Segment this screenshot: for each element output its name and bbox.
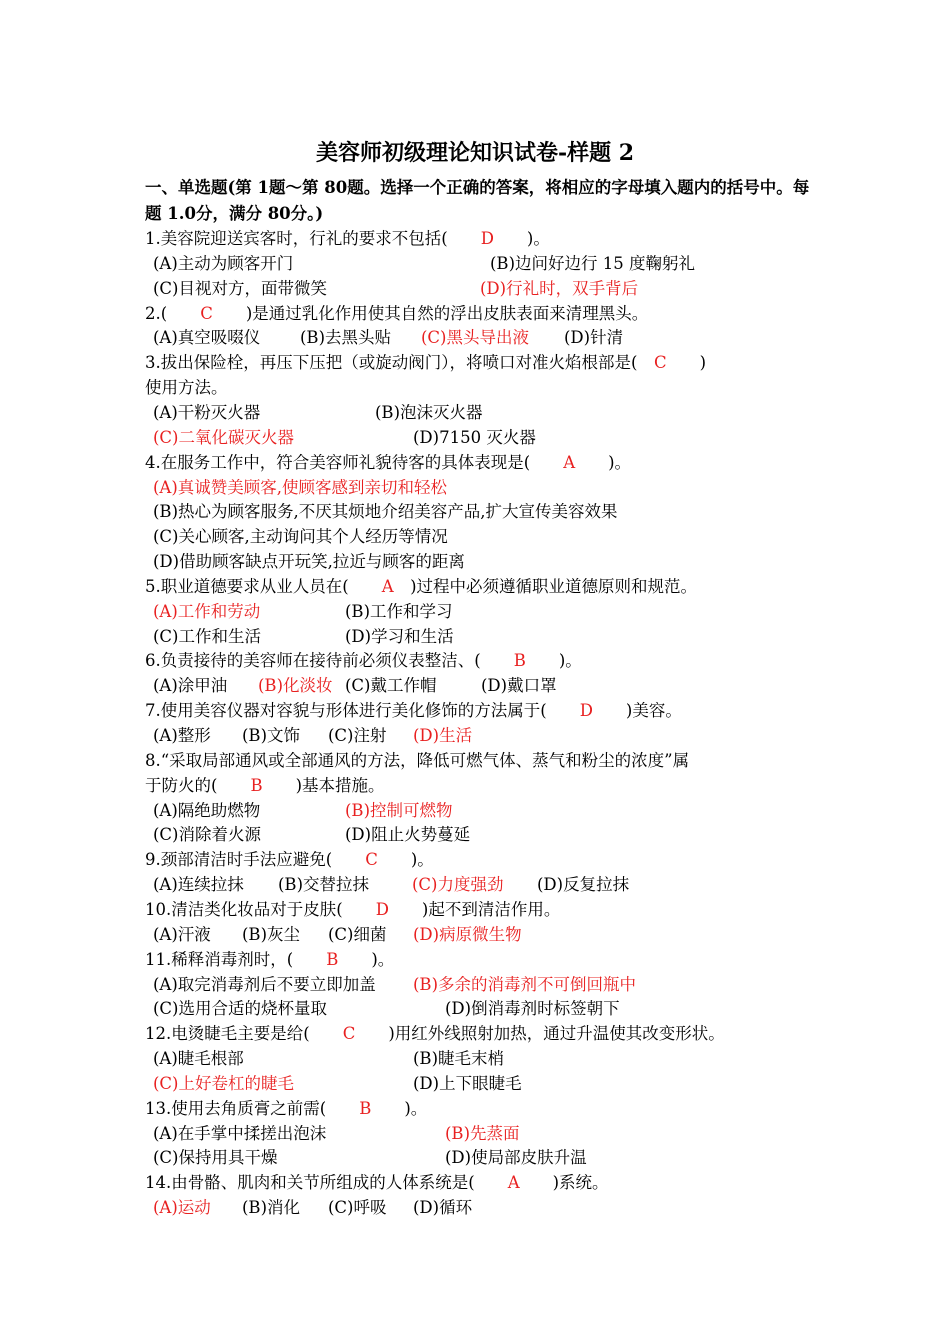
option: (A)汗液: [153, 924, 211, 944]
option-line: [145, 400, 825, 425]
option: (C)目视对方，面带微笑: [153, 278, 327, 298]
answer-letter: D: [375, 899, 389, 919]
option-line: [145, 624, 825, 649]
correct-option: (A)工作和劳动: [153, 601, 261, 621]
option: (D)戴口罩: [481, 676, 557, 696]
option: (D)阻止火势蔓延: [345, 825, 471, 845]
option: (B)工作和学习: [345, 601, 453, 621]
answer-letter: A: [563, 452, 576, 472]
option-line: [145, 251, 825, 276]
option-line: [145, 475, 825, 500]
question-text: )美容。: [592, 701, 682, 721]
question-line: [145, 1170, 609, 1195]
question-line: [145, 847, 434, 872]
exam-title: 美容师初级理论知识试卷-样题 2: [315, 140, 635, 166]
option: (D)借助顾客缺点开玩笑,拉近与顾客的距离: [153, 552, 465, 572]
answer-letter: C: [365, 850, 378, 870]
answer-letter: A: [507, 1173, 520, 1193]
question-text: 5.职业道德要求从业人员在(: [145, 576, 382, 596]
option: (B)热心为顾客服务,不厌其烦地介绍美容产品,扩大宣传美容效果: [153, 502, 618, 522]
question-line: [145, 574, 697, 599]
option: (A)整形: [153, 726, 211, 745]
option: (D)循环: [413, 1198, 473, 1218]
option-line: [145, 1121, 825, 1146]
option: (C)消除着火源: [153, 825, 261, 845]
correct-option: (C)力度强劲: [412, 875, 504, 895]
question-text: )。: [525, 651, 582, 671]
correct-option: (A)真诚赞美顾客,使顾客感到亲切和轻松: [153, 477, 448, 497]
question-text: )是通过乳化作用使其自然的浮出皮肤表面来清理黑头。: [212, 303, 649, 323]
question-line: [145, 648, 582, 673]
option-line: [145, 1071, 825, 1096]
answer-letter: B: [250, 775, 263, 795]
question-line: [145, 1096, 427, 1121]
option-line: [145, 798, 825, 823]
option-line: [145, 1195, 825, 1220]
option: (A)干粉灭火器: [153, 402, 261, 422]
option-line: [145, 872, 825, 897]
question-text: 9.颈部清洁时手法应避免(: [145, 850, 366, 870]
question-line: [145, 350, 706, 375]
option-line: [145, 499, 825, 524]
answer-letter: B: [326, 949, 339, 969]
question-line: [145, 450, 631, 475]
answer-letter: A: [381, 576, 394, 596]
correct-option: (D)病原微生物: [413, 924, 522, 944]
option: (A)在手掌中揉搓出泡沫: [153, 1123, 327, 1143]
answer-letter: C: [200, 303, 213, 323]
question-line: [145, 375, 228, 400]
question-line: [145, 698, 682, 723]
answer-letter: D: [579, 701, 593, 721]
option: (A)真空吸啜仪: [153, 328, 261, 348]
question-text: )。: [575, 452, 632, 472]
question-text: )系统。: [519, 1173, 609, 1193]
question-text: )。: [338, 949, 395, 969]
option-line: [145, 1046, 825, 1071]
question-text: 8.“采取局部通风或全部通风的方法，降低可燃气体、蒸气和粉尘的浓度”属: [145, 750, 690, 770]
correct-option: (D)生活: [413, 726, 473, 745]
option-line: [145, 972, 825, 997]
question-text: 12.电烫睫毛主要是给(: [145, 1024, 343, 1044]
question-line: [145, 301, 648, 326]
question-line: [145, 226, 550, 251]
option: (B)泡沫灭火器: [375, 402, 483, 422]
correct-option: (C)二氧化碳灭火器: [153, 427, 294, 447]
question-text: ): [666, 353, 706, 373]
correct-option: (C)上好卷杠的睫毛: [153, 1073, 294, 1093]
option: (B)灰尘: [242, 924, 300, 944]
option: (D)学习和生活: [345, 626, 454, 646]
option-line: [145, 325, 825, 350]
option: (C)注射: [328, 726, 387, 745]
option: (B)去黑头贴: [300, 328, 391, 348]
option-line: [145, 599, 825, 624]
question-text: )。: [493, 229, 550, 248]
option: (C)呼吸: [328, 1198, 387, 1218]
question-text: 使用方法。: [145, 378, 228, 398]
question-text: )起不到清洁作用。: [388, 899, 561, 919]
question-text: 3.拔出保险栓，再压下压把（或旋动阀门），将喷口对准火焰根部是(: [145, 353, 654, 373]
question-text: )过程中必须遵循职业道德原则和规范。: [393, 576, 698, 596]
question-text: 7.使用美容仪器对容貌与形体进行美化修饰的方法属于(: [145, 701, 580, 721]
option: (B)睫毛末梢: [413, 1049, 504, 1069]
option-line: [145, 1145, 825, 1170]
option-line: [145, 425, 825, 450]
option: (B)边问好边行 15 度鞠躬礼: [490, 253, 695, 273]
question-text: 4.在服务工作中，符合美容师礼貌待客的具体表现是(: [145, 452, 564, 472]
option-line: [145, 996, 825, 1021]
option: (A)涂甲油: [153, 676, 228, 696]
correct-option: (B)控制可燃物: [345, 800, 453, 820]
option-line: [145, 549, 825, 574]
correct-option: (D)行礼时，双手背后: [480, 278, 639, 298]
option: (A)睫毛根部: [153, 1049, 244, 1069]
correct-option: (B)先蒸面: [445, 1123, 520, 1143]
option: (C)选用合适的烧杯量取: [153, 999, 327, 1019]
correct-option: (A)运动: [153, 1198, 211, 1218]
option: (D)使局部皮肤升温: [445, 1148, 587, 1168]
option-line: [145, 673, 825, 698]
answer-letter: B: [513, 651, 526, 671]
answer-letter: C: [342, 1024, 356, 1044]
question-text: )基本措施。: [262, 775, 385, 795]
option: (A)取完消毒剂后不要立即加盖: [153, 974, 376, 994]
question-text: 2.(: [145, 303, 201, 323]
option: (B)消化: [242, 1198, 300, 1218]
option: (A)连续拉抹: [153, 875, 244, 895]
question-line: [145, 947, 394, 972]
question-line: [145, 773, 385, 798]
question-text: 14.由骨骼、肌肉和关节所组成的人体系统是(: [145, 1173, 508, 1193]
option-line: [145, 922, 825, 947]
question-text: )用红外线照射加热，通过升温使其改变形状。: [355, 1024, 725, 1044]
option: (D)上下眼睫毛: [413, 1073, 522, 1093]
option: (C)细菌: [328, 924, 387, 944]
question-text: 于防火的(: [145, 775, 251, 795]
option: (D)倒消毒剂时标签朝下: [445, 999, 620, 1019]
option: (B)交替拉抹: [278, 875, 369, 895]
option: (C)工作和生活: [153, 626, 261, 646]
option-line: [145, 822, 825, 847]
answer-letter: D: [480, 229, 494, 248]
question-text: 11.稀释消毒剂时，(: [145, 949, 327, 969]
question-line: [145, 748, 689, 773]
correct-option: (B)多余的消毒剂不可倒回瓶中: [413, 974, 636, 994]
question-text: 13.使用去角质膏之前需(: [145, 1098, 360, 1118]
answer-letter: B: [359, 1098, 372, 1118]
question-text: )。: [377, 850, 434, 870]
correct-option: (C)黑头导出液: [421, 328, 529, 348]
question-text: 6.负责接待的美容师在接待前必须仪表整洁、(: [145, 651, 514, 671]
option: (A)主动为顾客开门: [153, 253, 294, 273]
option-line: [145, 276, 825, 301]
question-text: )。: [371, 1098, 428, 1118]
option: (D)反复拉抹: [537, 875, 630, 895]
option: (D)7150 灭火器: [413, 427, 536, 447]
option: (C)关心顾客,主动询问其个人经历等情况: [153, 527, 448, 547]
option-line: [145, 723, 825, 748]
option: (B)文饰: [242, 726, 300, 745]
option: (C)戴工作帽: [345, 676, 437, 696]
correct-option: (B)化淡妆: [258, 676, 333, 696]
answer-letter: C: [653, 353, 667, 373]
section-heading: 一、单选题(第 1题～第 80题。选择一个正确的答案，将相应的字母填入题内的括号中。每题 1.0分，满分 80分。): [145, 178, 810, 223]
question-text: 1.美容院迎送宾客时，行礼的要求不包括(: [145, 229, 481, 248]
question-line: [145, 897, 560, 922]
option-line: [145, 524, 825, 549]
option: (A)隔绝助燃物: [153, 800, 261, 820]
option: (C)保持用具干燥: [153, 1148, 278, 1168]
question-line: [145, 1021, 725, 1046]
question-text: 10.清洁类化妆品对于皮肤(: [145, 899, 376, 919]
option: (D)针清: [564, 328, 624, 348]
